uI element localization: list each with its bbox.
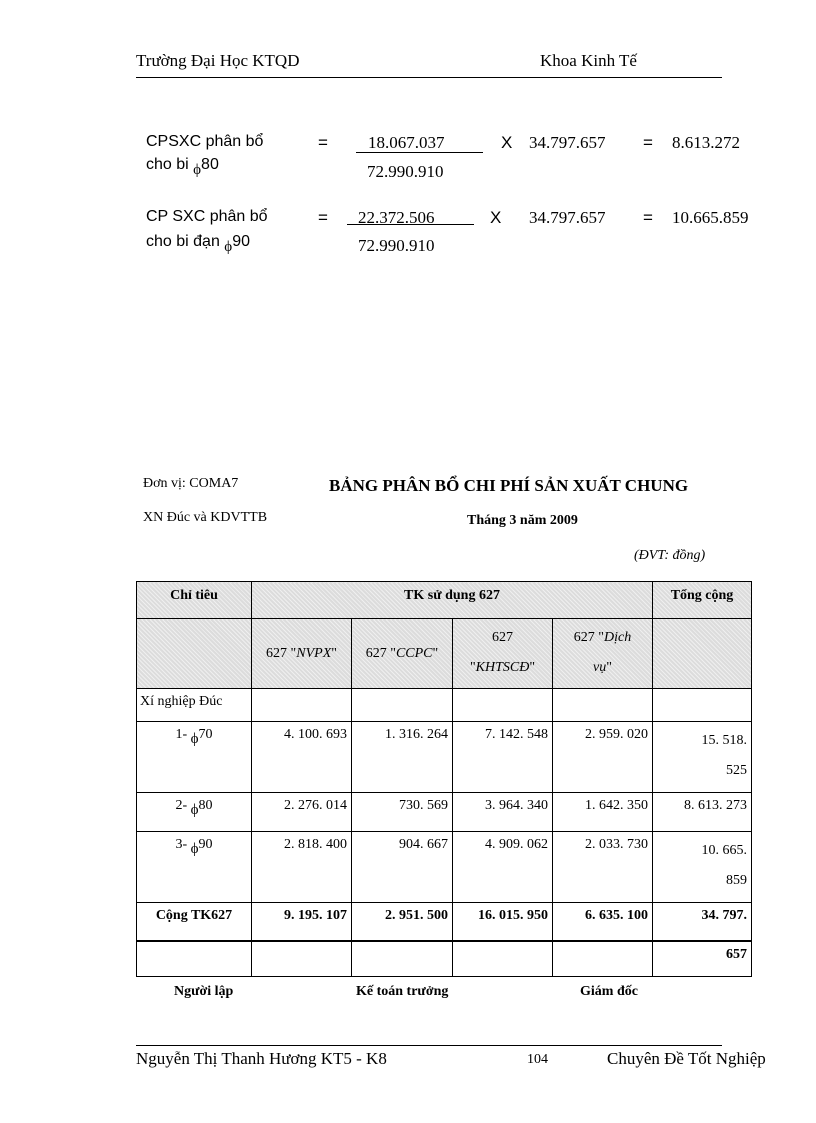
report-period: Tháng 3 năm 2009 bbox=[467, 513, 578, 528]
cell-total: 15. 518. 525 bbox=[653, 722, 752, 793]
phi-symbol: ϕ bbox=[193, 162, 202, 178]
phi-symbol: ϕ bbox=[224, 239, 233, 255]
formula-1-label-line2: cho bi ϕ80 bbox=[146, 156, 219, 178]
total-khtscd: 16. 015. 950 bbox=[453, 903, 553, 941]
cell-khtscd: 4. 909. 062 bbox=[453, 832, 553, 903]
total-ccpc: 2. 951. 500 bbox=[352, 903, 453, 941]
cell-ccpc: 730. 569 bbox=[352, 793, 453, 832]
formula-2-equals: = bbox=[318, 208, 328, 227]
header-tong-cong: Tổng cộng bbox=[653, 582, 752, 619]
cell-dich-vu: 2. 033. 730 bbox=[553, 832, 653, 903]
subheader-dich-vu: 627 "Dịch vụ" bbox=[553, 619, 653, 689]
section-label: Xí nghiệp Đúc bbox=[137, 689, 252, 722]
table-header-row bbox=[137, 582, 752, 619]
unit-name: Đơn vị: COMA7 bbox=[143, 476, 239, 491]
cell-khtscd: 7. 142. 548 bbox=[453, 722, 553, 793]
total-dich-vu: 6. 635. 100 bbox=[553, 903, 653, 941]
formula-1-equals-2: = bbox=[643, 133, 653, 152]
cell-khtscd: 3. 964. 340 bbox=[453, 793, 553, 832]
table-section-row bbox=[137, 689, 752, 722]
header-faculty: Khoa Kinh Tế bbox=[540, 51, 637, 70]
footer-author: Nguyễn Thị Thanh Hương KT5 - K8 bbox=[136, 1049, 387, 1068]
subheader-empty bbox=[137, 619, 252, 689]
cell-nvpx: 2. 276. 014 bbox=[252, 793, 352, 832]
total-grand-continued: 657 bbox=[653, 941, 752, 977]
subheader-total-empty bbox=[653, 619, 752, 689]
formula-2-fraction-bar bbox=[347, 224, 474, 225]
formula-1-denominator: 72.990.910 bbox=[367, 162, 444, 181]
table-subheader-row bbox=[137, 619, 752, 689]
cell-dich-vu: 1. 642. 350 bbox=[553, 793, 653, 832]
formula-2-label-line1: CP SXC phân bổ bbox=[146, 208, 268, 225]
currency-unit: (ĐVT: đồng) bbox=[634, 548, 706, 563]
formula-1-factor: 34.797.657 bbox=[529, 133, 606, 152]
formula-1-times: X bbox=[501, 133, 513, 152]
formula-2-result: 10.665.859 bbox=[672, 208, 749, 227]
header-chi-tieu: Chỉ tiêu bbox=[137, 582, 252, 619]
allocation-table bbox=[136, 581, 752, 977]
table-row bbox=[137, 722, 752, 793]
row-label: 3- ϕ90 bbox=[137, 832, 252, 903]
page-number: 104 bbox=[527, 1052, 548, 1067]
formula-1-numerator: 18.067.037 bbox=[368, 133, 445, 152]
formula-1-result: 8.613.272 bbox=[672, 133, 740, 152]
table-total-row bbox=[137, 903, 752, 941]
table-row bbox=[137, 832, 752, 903]
table-row bbox=[137, 793, 752, 832]
row-label: 2- ϕ80 bbox=[137, 793, 252, 832]
signature-preparer: Người lập bbox=[174, 984, 234, 999]
unit-sub: XN Đúc và KDVTTB bbox=[143, 510, 268, 525]
signature-director: Giám đốc bbox=[580, 984, 638, 999]
formula-2-denominator: 72.990.910 bbox=[358, 236, 435, 255]
cell-nvpx: 2. 818. 400 bbox=[252, 832, 352, 903]
total-nvpx: 9. 195. 107 bbox=[252, 903, 352, 941]
total-grand: 34. 797. bbox=[653, 903, 752, 941]
footer-divider bbox=[136, 1045, 722, 1046]
table-total-continuation-row bbox=[137, 941, 752, 977]
cell-ccpc: 1. 316. 264 bbox=[352, 722, 453, 793]
subheader-nvpx: 627 "NVPX" bbox=[252, 619, 352, 689]
formula-2-equals-2: = bbox=[643, 208, 653, 227]
row-label: 1- ϕ70 bbox=[137, 722, 252, 793]
cell-total: 8. 613. 273 bbox=[653, 793, 752, 832]
cell-nvpx: 4. 100. 693 bbox=[252, 722, 352, 793]
formula-1-label-line1: CPSXC phân bổ bbox=[146, 133, 264, 150]
cell-ccpc: 904. 667 bbox=[352, 832, 453, 903]
cell-total: 10. 665. 859 bbox=[653, 832, 752, 903]
cell-dich-vu: 2. 959. 020 bbox=[553, 722, 653, 793]
formula-2-label-line2: cho bi đạn ϕ90 bbox=[146, 233, 250, 255]
total-label: Cộng TK627 bbox=[137, 903, 252, 941]
footer-title: Chuyên Đề Tốt Nghiệp bbox=[607, 1049, 766, 1068]
report-title: BẢNG PHÂN BỔ CHI PHÍ SẢN XUẤT CHUNG bbox=[329, 476, 689, 495]
formula-1-fraction-bar bbox=[356, 152, 483, 153]
subheader-ccpc: 627 "CCPC" bbox=[352, 619, 453, 689]
formula-1-equals: = bbox=[318, 133, 328, 152]
formula-2-factor: 34.797.657 bbox=[529, 208, 606, 227]
header-divider bbox=[136, 77, 722, 78]
subheader-khtscd: 627 "KHTSCĐ" bbox=[453, 619, 553, 689]
formula-2-numerator: 22.372.506 bbox=[358, 208, 435, 227]
header-school: Trường Đại Học KTQD bbox=[136, 51, 300, 70]
header-tk-627: TK sử dụng 627 bbox=[252, 582, 653, 619]
formula-2-times: X bbox=[490, 208, 502, 227]
signature-chief-accountant: Kế toán trưởng bbox=[356, 984, 449, 999]
